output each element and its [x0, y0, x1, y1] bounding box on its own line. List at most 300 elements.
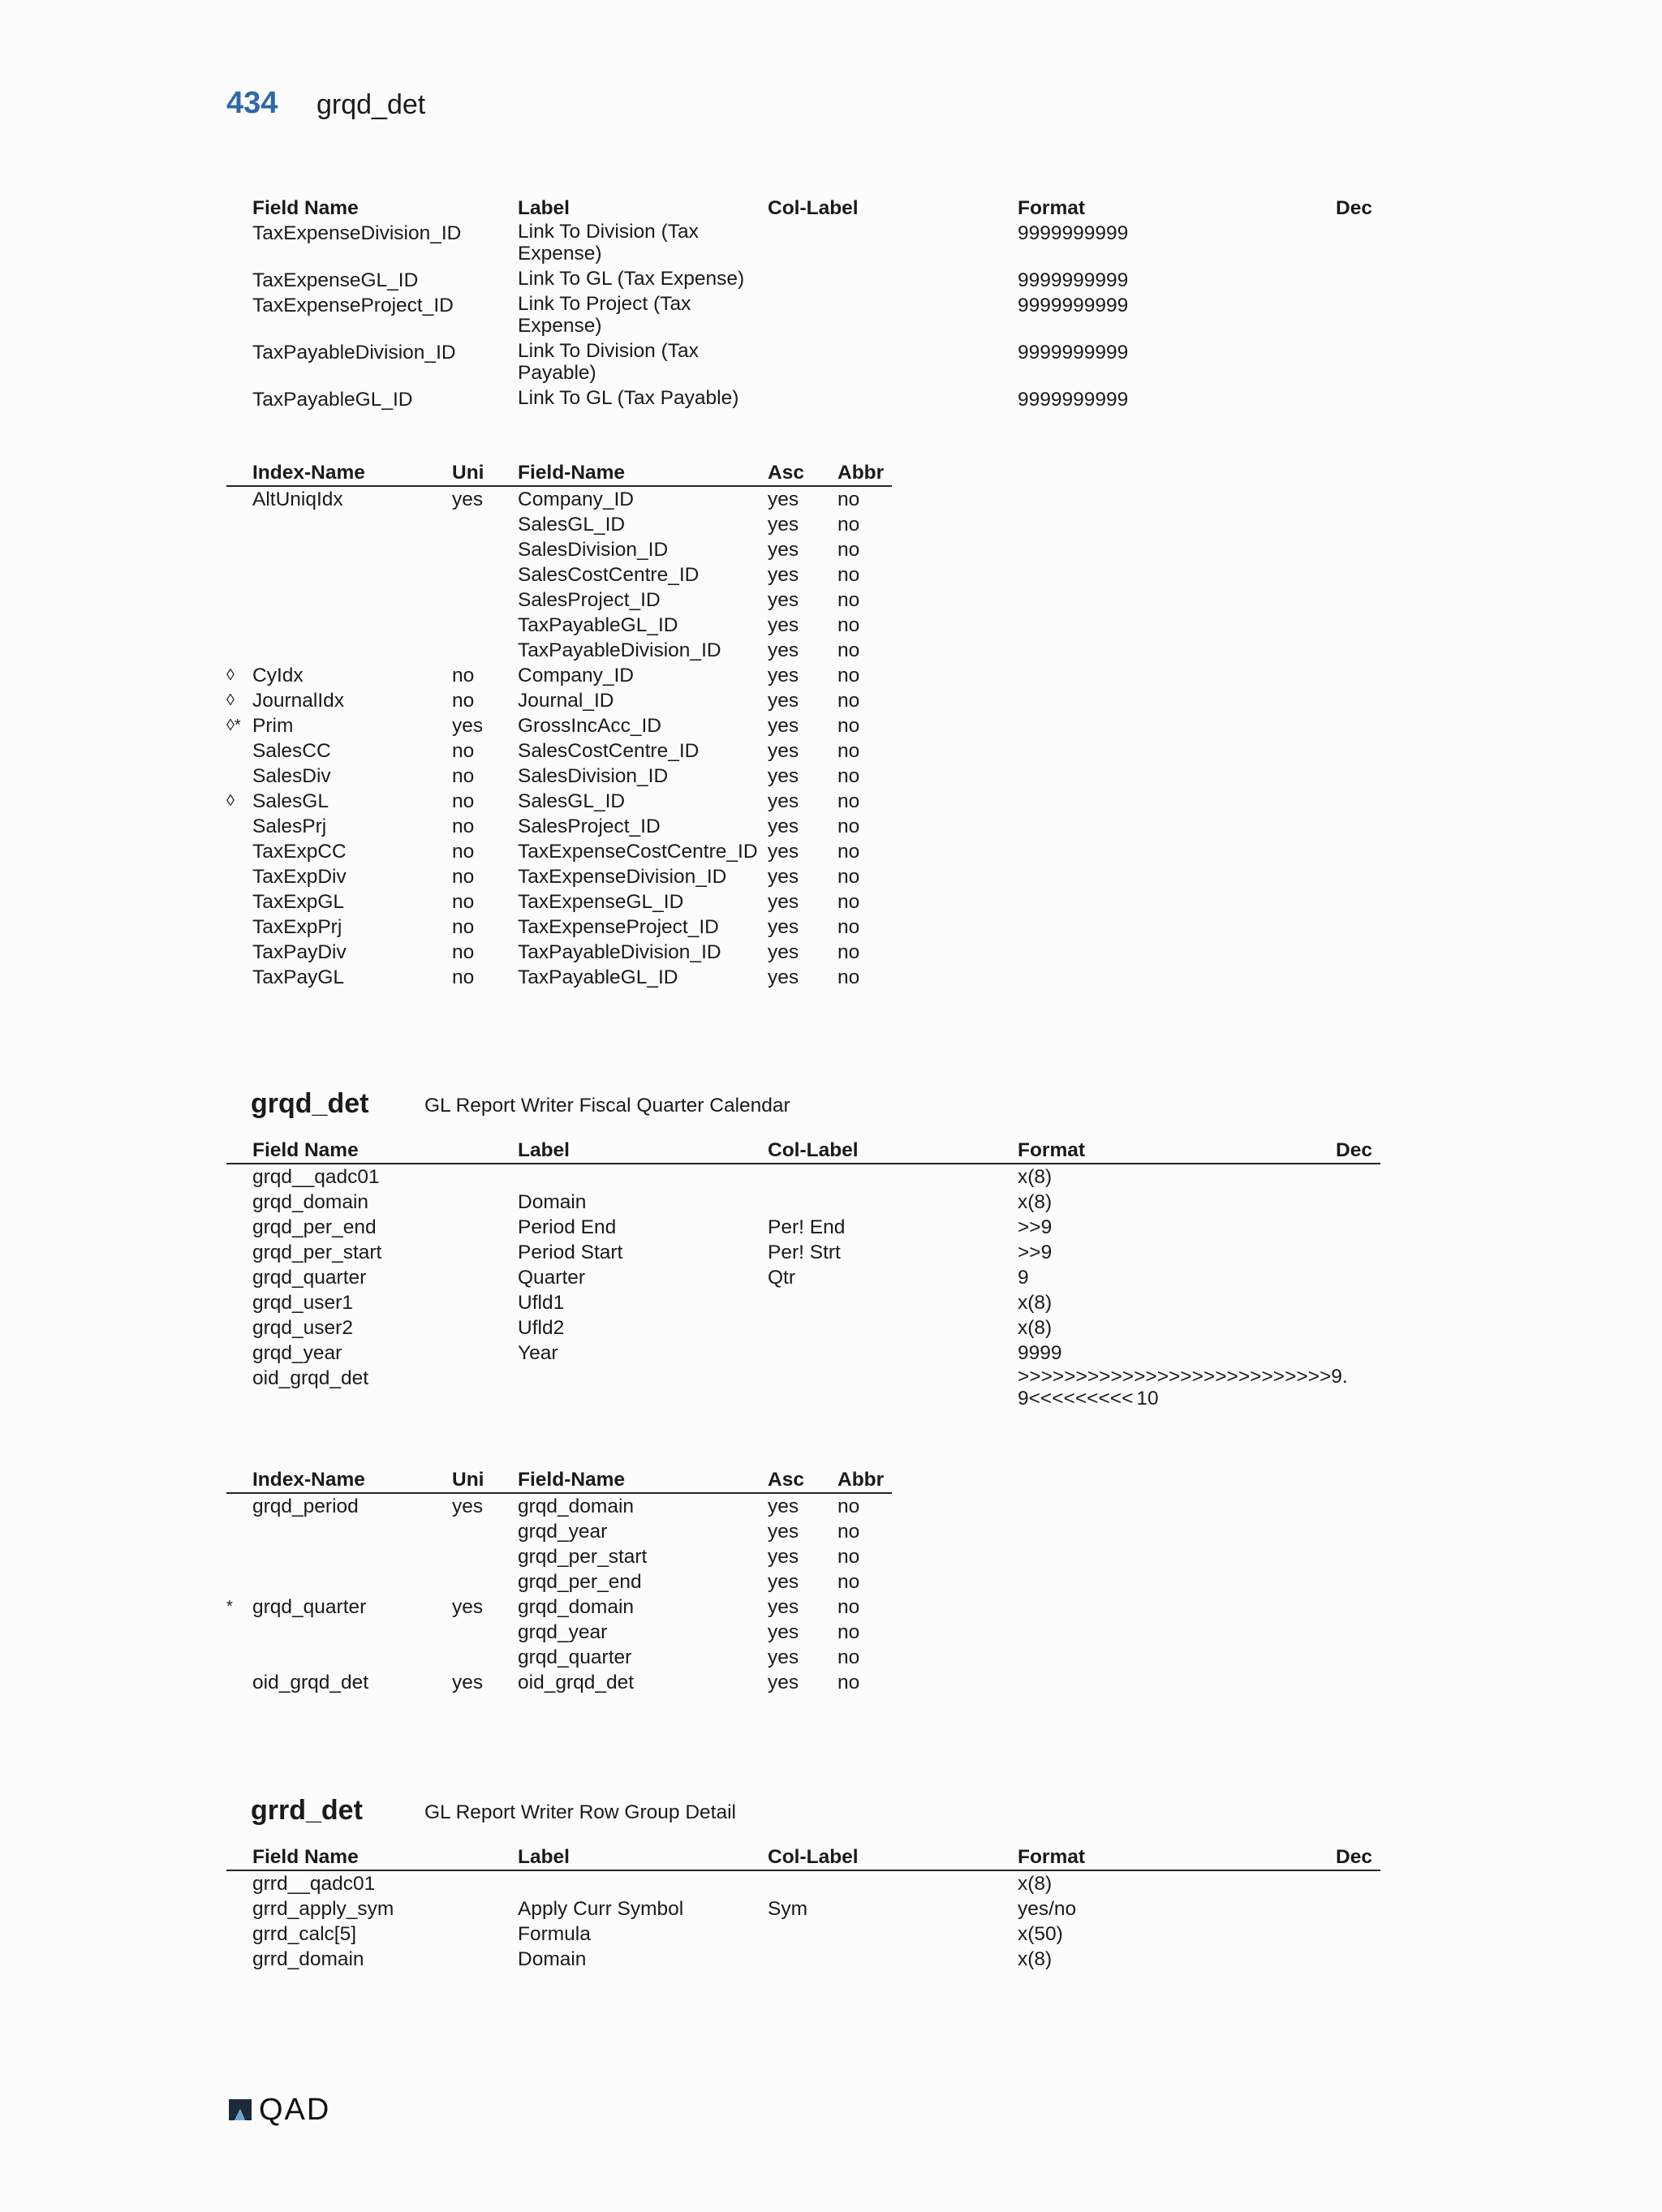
index-row [226, 864, 892, 889]
index-field-name: grqd_domain [518, 1596, 635, 1618]
index-asc: yes [768, 639, 799, 661]
index-asc: yes [768, 1495, 799, 1517]
field-dec [1336, 1290, 1380, 1315]
field-table-header [226, 1844, 1380, 1870]
index-abbr: no [837, 841, 860, 863]
index-row [226, 1645, 892, 1670]
index-asc: yes [768, 1672, 799, 1693]
field-row [226, 1870, 1380, 1896]
row-marker [226, 221, 252, 268]
index-field-name: SalesProject_ID [518, 589, 661, 611]
index-name: CyIdx [252, 665, 304, 686]
field-name: grqd_per_end [252, 1216, 377, 1238]
field-col-label [768, 1290, 1018, 1315]
field-name: grrd__qadc01 [252, 1873, 376, 1895]
col-dec: Dec [1336, 197, 1372, 219]
index-marker [226, 1670, 252, 1695]
field-format: x(50) [1018, 1923, 1063, 1945]
col-format: Format [1018, 1844, 1336, 1870]
index-asc: yes [768, 790, 799, 812]
field-col-label [768, 1341, 1018, 1366]
index-abbr: no [837, 916, 860, 938]
field-dec [1336, 1947, 1380, 1972]
index-asc: yes [768, 891, 799, 913]
index-field-name: TaxExpenseGL_ID [518, 891, 684, 913]
col-col-label: Col-Label [768, 197, 859, 219]
index-marker [226, 512, 252, 537]
field-name: grqd_quarter [252, 1267, 367, 1289]
index-marker [226, 914, 252, 940]
index-row [226, 738, 892, 764]
field-format: 9999999999 [1018, 295, 1129, 316]
field-label: Period Start [518, 1242, 623, 1263]
index-marker [226, 1493, 252, 1519]
col-field-name: Field-Name [518, 1467, 768, 1493]
index-abbr: no [837, 589, 860, 611]
index-abbr: no [837, 1571, 860, 1593]
index-unique [452, 1645, 518, 1670]
field-dec [1336, 221, 1380, 268]
col-field-name: Field-Name [518, 460, 768, 486]
row-marker [226, 268, 252, 293]
field-label: Period End [518, 1216, 617, 1238]
col-asc: Asc [768, 460, 837, 486]
index-unique: yes [452, 1495, 484, 1517]
index-unique: no [452, 866, 475, 888]
field-col-label [768, 1190, 1018, 1215]
index-asc: yes [768, 966, 799, 988]
prev-index-table [226, 460, 892, 990]
index-marker: ◊ [226, 691, 235, 709]
field-row [226, 1265, 1380, 1290]
index-abbr: no [837, 1521, 860, 1543]
field-dec: 10 [1136, 1388, 1159, 1409]
index-marker [226, 562, 252, 587]
field-name: grrd_apply_sym [252, 1898, 394, 1920]
index-abbr: no [837, 1646, 860, 1668]
index-marker: ◊ [226, 666, 235, 684]
row-marker [226, 1870, 252, 1896]
index-name: TaxExpCC [252, 841, 347, 863]
field-col-label [768, 1947, 1018, 1972]
index-asc: yes [768, 1571, 799, 1593]
table-title: grrd_det [251, 1795, 363, 1826]
field-col-label [768, 268, 1018, 293]
field-row [226, 1190, 1380, 1215]
index-abbr: no [837, 564, 860, 586]
index-marker: ◊ [226, 792, 235, 810]
table-description: GL Report Writer Fiscal Quarter Calendar [424, 1095, 790, 1117]
index-asc: yes [768, 514, 799, 536]
index-field-name: grqd_domain [518, 1495, 635, 1517]
row-marker [226, 1922, 252, 1947]
field-col-label: Sym [768, 1898, 807, 1920]
col-asc: Asc [768, 1467, 837, 1493]
field-format: x(8) [1018, 1292, 1053, 1314]
row-marker [226, 1215, 252, 1240]
row-marker [226, 1164, 252, 1190]
row-marker [226, 1366, 252, 1413]
field-label: Domain [518, 1191, 587, 1213]
row-marker [226, 340, 252, 387]
field-col-label [768, 1366, 1018, 1413]
index-unique [452, 1519, 518, 1544]
index-row [226, 713, 892, 738]
index-unique: no [452, 740, 475, 762]
index-unique: no [452, 765, 475, 787]
index-field-name: SalesCostCentre_ID [518, 564, 700, 586]
field-dec [1336, 268, 1380, 293]
qad-logo-icon [226, 2096, 254, 2124]
field-name: TaxPayableGL_ID [252, 389, 413, 411]
field-name: grqd_user1 [252, 1292, 353, 1314]
col-label: Label [518, 1138, 768, 1164]
field-row [226, 1341, 1380, 1366]
index-field-name: oid_grqd_det [518, 1672, 635, 1693]
index-name [252, 1544, 452, 1569]
index-abbr: no [837, 941, 860, 963]
index-marker [226, 814, 252, 839]
index-marker [226, 1519, 252, 1544]
index-row [226, 814, 892, 839]
field-row [226, 1896, 1380, 1922]
index-unique: yes [452, 1672, 484, 1693]
index-row [226, 486, 892, 512]
index-name [252, 1645, 452, 1670]
field-dec [1336, 340, 1380, 387]
index-abbr: no [837, 1546, 860, 1568]
index-row [226, 613, 892, 638]
row-marker [226, 1315, 252, 1341]
field-row [226, 1315, 1380, 1341]
index-abbr: no [837, 715, 860, 737]
index-unique: no [452, 665, 475, 686]
row-marker [226, 1265, 252, 1290]
field-name: grrd_calc[5] [252, 1923, 357, 1945]
field-name: TaxExpenseProject_ID [252, 295, 454, 316]
index-table-header [226, 1467, 892, 1493]
index-unique: yes [452, 1596, 484, 1618]
field-label [518, 1164, 768, 1190]
field-table-header [226, 1138, 1380, 1164]
index-field-name: SalesGL_ID [518, 790, 626, 812]
table-description: GL Report Writer Row Group Detail [424, 1801, 736, 1823]
index-row [226, 839, 892, 864]
index-unique [452, 1569, 518, 1594]
index-asc: yes [768, 765, 799, 787]
index-name: SalesPrj [252, 816, 327, 837]
index-row [226, 663, 892, 688]
index-row [226, 1493, 892, 1519]
field-name: oid_grqd_det [252, 1367, 369, 1389]
index-field-name: Company_ID [518, 488, 634, 510]
table-title: grqd_det [251, 1088, 369, 1119]
index-name [252, 1620, 452, 1645]
index-field-name: Journal_ID [518, 690, 614, 712]
field-dec [1336, 1315, 1380, 1341]
index-asc: yes [768, 614, 799, 636]
index-row [226, 789, 892, 814]
index-field-name: TaxPayableGL_ID [518, 614, 678, 636]
index-marker: ◊* [226, 717, 241, 734]
index-name: TaxPayDiv [252, 941, 347, 963]
index-name [252, 512, 452, 537]
field-format: x(8) [1018, 1191, 1053, 1213]
index-asc: yes [768, 589, 799, 611]
col-label: Label [518, 1844, 768, 1870]
index-row [226, 914, 892, 940]
field-label: Formula [518, 1923, 591, 1945]
index-asc: yes [768, 715, 799, 737]
index-marker [226, 764, 252, 789]
grrd-field-table [226, 1844, 1380, 1972]
index-unique: no [452, 916, 475, 938]
field-label: Link To Division (Tax Expense) [518, 221, 699, 265]
index-asc: yes [768, 1546, 799, 1568]
field-format: 9999999999 [1018, 269, 1129, 291]
field-col-label [768, 1164, 1018, 1190]
index-unique: no [452, 816, 475, 837]
field-row [226, 1215, 1380, 1240]
field-row [226, 268, 1380, 293]
row-marker [226, 1896, 252, 1922]
field-dec [1336, 1265, 1380, 1290]
index-abbr: no [837, 1495, 860, 1517]
field-label: Link To GL (Tax Expense) [518, 268, 745, 290]
index-name: SalesGL [252, 790, 329, 812]
index-field-name: grqd_year [518, 1621, 608, 1643]
index-table-header [226, 460, 892, 486]
index-abbr: no [837, 639, 860, 661]
index-unique [452, 537, 518, 562]
index-abbr: no [837, 514, 860, 536]
index-field-name: grqd_per_end [518, 1571, 642, 1593]
index-asc: yes [768, 1596, 799, 1618]
index-name [252, 613, 452, 638]
index-field-name: grqd_year [518, 1521, 608, 1543]
index-marker [226, 1620, 252, 1645]
field-format-value: >>>>>>>>>>>>>>>>>>>>>>>>>>>9.9<<<<<<<<< [1018, 1366, 1348, 1409]
index-abbr: no [837, 1672, 860, 1693]
index-name: TaxExpDiv [252, 866, 347, 888]
index-name [252, 1519, 452, 1544]
field-label: Year [518, 1342, 558, 1364]
field-row [226, 293, 1380, 340]
index-unique [452, 1544, 518, 1569]
index-unique: no [452, 941, 475, 963]
field-label: Ufld2 [518, 1317, 565, 1339]
field-col-label [768, 293, 1018, 340]
field-format: 9999 [1018, 1342, 1062, 1364]
index-unique: yes [452, 488, 484, 510]
index-name [252, 587, 452, 613]
field-dec [1336, 1341, 1380, 1366]
row-marker [226, 1341, 252, 1366]
index-abbr: no [837, 891, 860, 913]
field-dec [1336, 1190, 1380, 1215]
index-field-name: TaxPayableDivision_ID [518, 941, 721, 963]
field-dec [1336, 1164, 1380, 1190]
field-row [226, 387, 1380, 412]
field-table-header [226, 196, 1380, 221]
index-unique [452, 587, 518, 613]
index-name: SalesCC [252, 740, 331, 762]
index-abbr: no [837, 816, 860, 837]
index-row [226, 537, 892, 562]
field-dec [1336, 387, 1380, 412]
field-label: Domain [518, 1948, 587, 1970]
col-abbr: Abbr [837, 1467, 892, 1493]
index-abbr: no [837, 966, 860, 988]
index-name: TaxExpPrj [252, 916, 342, 938]
index-row [226, 562, 892, 587]
index-field-name: TaxPayableDivision_ID [518, 639, 721, 661]
field-col-label [768, 1922, 1018, 1947]
index-abbr: no [837, 690, 860, 712]
field-col-label [768, 221, 1018, 268]
index-marker [226, 638, 252, 663]
col-field-name: Field Name [252, 1844, 518, 1870]
field-dec [1336, 1240, 1380, 1265]
running-title: grqd_det [316, 89, 426, 120]
col-abbr: Abbr [837, 460, 892, 486]
field-row [226, 1240, 1380, 1265]
index-marker [226, 864, 252, 889]
index-field-name: SalesDivision_ID [518, 765, 669, 787]
col-format: Format [1018, 1138, 1336, 1164]
field-row [226, 340, 1380, 387]
index-row [226, 940, 892, 965]
field-col-label: Per! End [768, 1216, 846, 1238]
field-name: grqd_per_start [252, 1242, 382, 1263]
index-abbr: no [837, 488, 860, 510]
index-marker [226, 1569, 252, 1594]
index-asc: yes [768, 916, 799, 938]
index-field-name: GrossIncAcc_ID [518, 715, 661, 737]
field-col-label [768, 387, 1018, 412]
index-row [226, 587, 892, 613]
index-abbr: no [837, 866, 860, 888]
qad-logo [226, 2092, 331, 2127]
index-row [226, 638, 892, 663]
index-name [252, 537, 452, 562]
index-asc: yes [768, 690, 799, 712]
index-unique: no [452, 690, 475, 712]
index-name: JournalIdx [252, 690, 345, 712]
logo-text: QAD [259, 2092, 331, 2127]
index-unique: yes [452, 715, 484, 737]
field-format: 9999999999 [1018, 222, 1129, 244]
index-name [252, 638, 452, 663]
col-uni: Uni [452, 1467, 518, 1493]
col-dec: Dec [1336, 1844, 1380, 1870]
index-marker [226, 613, 252, 638]
index-asc: yes [768, 564, 799, 586]
index-name [252, 1569, 452, 1594]
col-field-name: Field Name [252, 1138, 518, 1164]
index-name: TaxPayGL [252, 966, 345, 988]
index-field-name: SalesGL_ID [518, 514, 626, 536]
field-format: x(8) [1018, 1317, 1053, 1339]
field-name: TaxPayableDivision_ID [252, 342, 456, 364]
index-field-name: Company_ID [518, 665, 634, 686]
field-label: Quarter [518, 1267, 586, 1289]
field-label [518, 1870, 768, 1896]
index-asc: yes [768, 665, 799, 686]
index-unique: no [452, 891, 475, 913]
index-field-name: TaxExpenseProject_ID [518, 916, 719, 938]
grqd-field-table [226, 1138, 1380, 1413]
row-marker [226, 293, 252, 340]
col-col-label: Col-Label [768, 1844, 1018, 1870]
field-format: x(8) [1018, 1948, 1053, 1970]
index-marker [226, 537, 252, 562]
index-unique [452, 562, 518, 587]
index-marker [226, 965, 252, 990]
index-field-name: TaxExpenseDivision_ID [518, 866, 727, 888]
col-index-name: Index-Name [252, 460, 452, 486]
grqd-index-table [226, 1467, 892, 1695]
field-col-label: Per! Strt [768, 1242, 841, 1263]
index-abbr: no [837, 665, 860, 686]
index-asc: yes [768, 539, 799, 561]
index-field-name: TaxPayableGL_ID [518, 966, 678, 988]
field-dec [1336, 1215, 1380, 1240]
index-field-name: grqd_quarter [518, 1646, 632, 1668]
index-row [226, 1544, 892, 1569]
field-format: 9999999999 [1018, 389, 1129, 411]
index-marker [226, 738, 252, 764]
field-format: x(8) [1018, 1166, 1053, 1188]
col-field-name: Field Name [252, 197, 359, 219]
index-asc: yes [768, 1646, 799, 1668]
row-marker [226, 1947, 252, 1972]
index-asc: yes [768, 866, 799, 888]
col-col-label: Col-Label [768, 1138, 1018, 1164]
field-dec [1336, 1922, 1380, 1947]
field-row [226, 1366, 1380, 1413]
index-marker [226, 486, 252, 512]
index-unique: no [452, 790, 475, 812]
index-asc: yes [768, 1621, 799, 1643]
index-marker [226, 1645, 252, 1670]
index-abbr: no [837, 765, 860, 787]
index-unique [452, 1620, 518, 1645]
field-dec [1336, 293, 1380, 340]
index-row [226, 764, 892, 789]
field-name: grqd_year [252, 1342, 342, 1364]
field-name: grqd_user2 [252, 1317, 353, 1339]
field-name: TaxExpenseGL_ID [252, 269, 419, 291]
index-row [226, 1620, 892, 1645]
index-marker [226, 839, 252, 864]
index-marker [226, 940, 252, 965]
index-abbr: no [837, 1621, 860, 1643]
index-row [226, 889, 892, 914]
col-dec: Dec [1336, 1138, 1380, 1164]
index-field-name: SalesDivision_ID [518, 539, 669, 561]
index-asc: yes [768, 941, 799, 963]
index-field-name: SalesCostCentre_ID [518, 740, 700, 762]
index-row [226, 1569, 892, 1594]
index-unique: no [452, 966, 475, 988]
row-marker [226, 1190, 252, 1215]
index-abbr: no [837, 1596, 860, 1618]
field-name: grqd_domain [252, 1191, 369, 1213]
index-asc: yes [768, 816, 799, 837]
index-name: TaxExpGL [252, 891, 345, 913]
index-abbr: no [837, 790, 860, 812]
